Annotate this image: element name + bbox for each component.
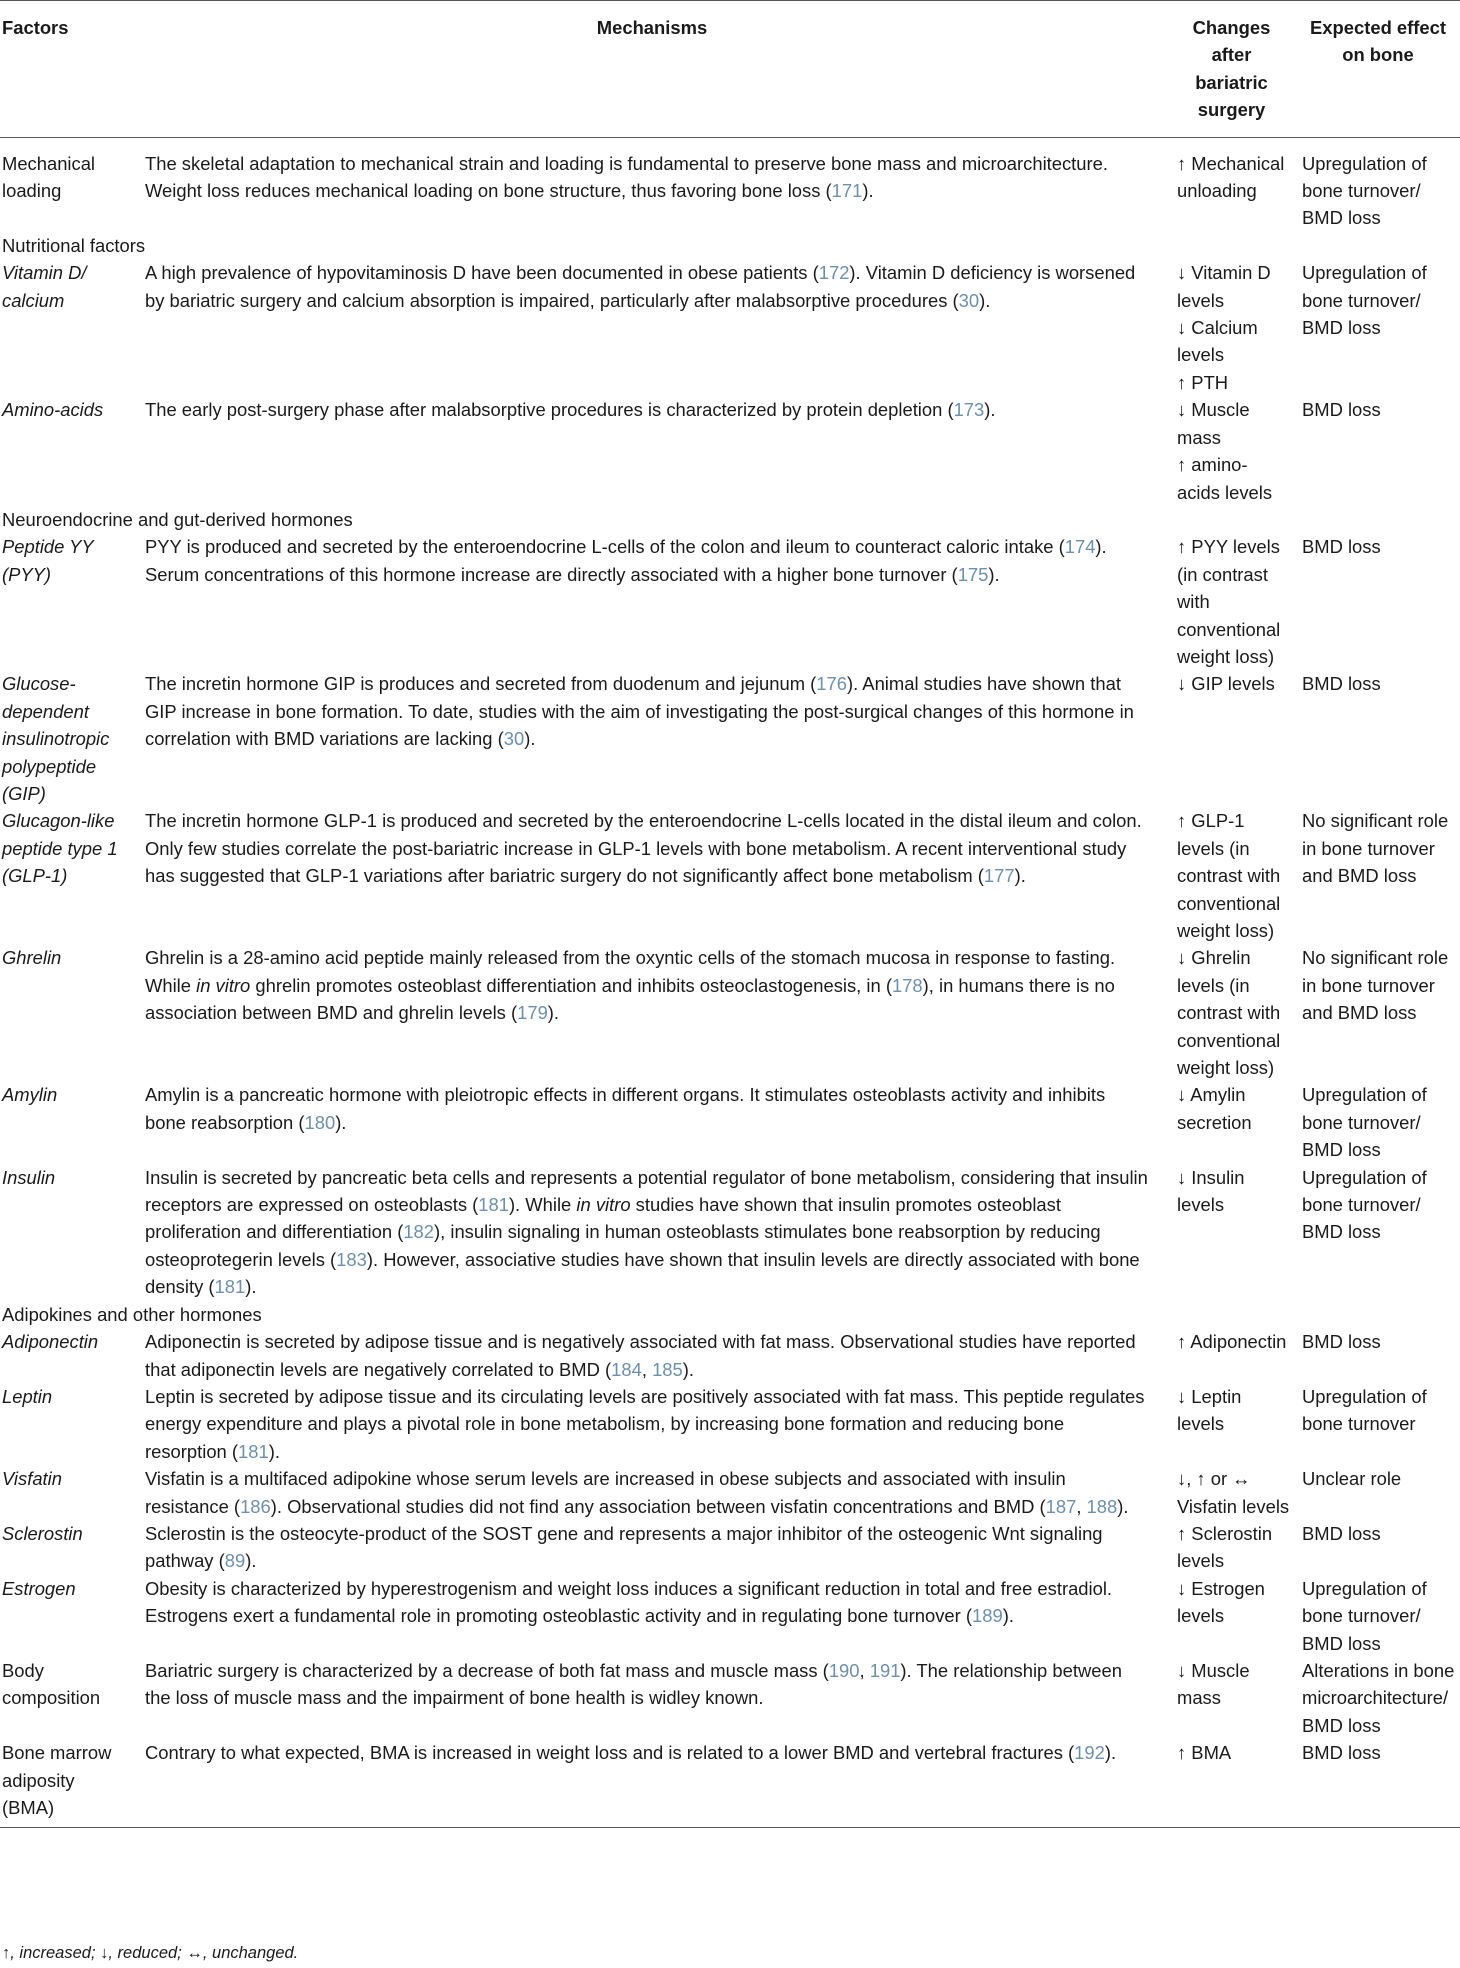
header-factors: Factors (0, 1, 137, 138)
expected-effect-cell: BMD loss (1302, 536, 1381, 558)
change-line: ↓ Vitamin D levels (1177, 262, 1271, 311)
mechanism-text: ). Vitamin D deficiency is worsened by bariatric surgery and calcium absorption is impaired, particularly after malabsorptive procedures ( (145, 262, 1136, 311)
reference-link[interactable]: 181 (214, 1276, 246, 1298)
reference-link[interactable]: 184 (611, 1358, 642, 1380)
expected-effect-cell: No significant role in bone turnover and BMD loss (1302, 810, 1449, 887)
reference-link[interactable]: 189 (972, 1605, 1003, 1627)
change-line: ↓ Muscle mass (1177, 399, 1250, 448)
mechanism-cell (137, 137, 1167, 232)
reference-link[interactable]: 180 (304, 1111, 336, 1133)
mechanism-text: ). While (508, 1194, 577, 1216)
expected-effect-cell: No significant role in bone turnover and BMD loss (1302, 947, 1449, 1024)
mechanism-cell (137, 1520, 1167, 1575)
reference-link[interactable]: 192 (1074, 1742, 1105, 1764)
changes-cell (1167, 1164, 1296, 1301)
mechanism-text: Amylin is a pancreatic hormone with pleiotropic effects in different organs. It stimulates osteoblasts activity and inhibits bone reabsorption ( (145, 1084, 1106, 1133)
mechanism-text: The incretin hormone GIP is produces and secreted from duodenum and jejunum ( (145, 673, 817, 695)
factor-cell: Vitamin D/ calcium (2, 262, 87, 311)
reference-link[interactable]: 186 (240, 1495, 271, 1517)
italic-text: in vitro (576, 1194, 631, 1216)
table-row (0, 1739, 1460, 1828)
reference-link[interactable]: 191 (869, 1659, 901, 1681)
mechanism-text: ). (988, 563, 1000, 585)
italic-text: in vitro (196, 974, 251, 996)
reference-link[interactable]: 188 (1086, 1495, 1118, 1517)
expected-effect-cell: Unclear role (1302, 1468, 1402, 1490)
changes-cell (1167, 670, 1296, 807)
change-line: ↑ GLP-1 levels (in contrast with conventional weight loss) (1177, 810, 1281, 941)
change-line: ↑ BMA (1177, 1742, 1232, 1764)
mechanism-text: ). Serum concentrations of this hormone increase are directly associated with a higher bone turnover ( (145, 536, 1107, 585)
change-line: ↓ Amylin secretion (1177, 1084, 1252, 1133)
mechanism-cell (137, 807, 1167, 944)
change-line: ↓ Estrogen levels (1177, 1577, 1265, 1627)
reference-link[interactable]: 181 (478, 1194, 509, 1216)
mechanism-text: ). (682, 1358, 694, 1380)
reference-link[interactable]: 182 (403, 1221, 435, 1243)
mechanism-text: The skeletal adaptation to mechanical strain and loading is fundamental to preserve bone mass and microarchitecture. (145, 152, 1108, 174)
mechanism-cell (137, 1383, 1167, 1465)
table-row (0, 1383, 1460, 1465)
changes-cell (1167, 807, 1296, 944)
factor-cell: Peptide YY (PYY) (2, 536, 94, 585)
change-line: ↓ Insulin levels (1177, 1166, 1245, 1216)
change-line: ↑ Sclerostin levels (1177, 1522, 1273, 1572)
table-row (0, 1328, 1460, 1383)
factor-cell: Adiponectin (2, 1331, 99, 1353)
reference-link[interactable]: 174 (1064, 536, 1096, 558)
mechanism-text: Weight loss reduces mechanical loading on bone structure, thus favoring bone loss ( (145, 180, 832, 202)
section-row (0, 232, 1460, 259)
changes-cell (1167, 1575, 1296, 1657)
mechanism-text: ). (984, 399, 996, 421)
reference-link[interactable]: 89 (224, 1550, 246, 1572)
change-line: ↑ PTH (1177, 371, 1229, 393)
factor-cell: Visfatin (2, 1468, 62, 1490)
reference-link[interactable]: 183 (336, 1248, 367, 1270)
expected-effect-cell: BMD loss (1302, 399, 1381, 421)
mechanism-cell (137, 670, 1167, 807)
mechanism-text: ). However, associative studies have shown that insulin levels are directly associated with bone density ( (145, 1248, 1140, 1298)
change-line: ↑ Adiponectin (1177, 1331, 1287, 1353)
changes-cell (1167, 1657, 1296, 1739)
changes-cell (1167, 396, 1296, 506)
factor-cell: Bone marrow adiposity (BMA) (0, 1739, 137, 1828)
expected-effect-cell: Upregulation of bone turnover/ BMD loss (1302, 1166, 1427, 1243)
factor-cell: Glucagon-like peptide type 1 (GLP-1) (2, 810, 118, 887)
mechanism-text: Sclerostin is the osteocyte-product of the SOST gene and represents a major inhibitor of the osteogenic Wnt signaling pathway ( (145, 1522, 1103, 1572)
factor-cell: Mechanical loading (2, 152, 96, 202)
mechanism-cell (137, 1739, 1167, 1828)
mechanism-cell (137, 1081, 1167, 1163)
reference-link[interactable]: 187 (1045, 1495, 1077, 1517)
reference-link[interactable]: 181 (238, 1440, 269, 1462)
table-row (0, 1164, 1460, 1301)
mechanism-text: ). (245, 1550, 257, 1572)
mechanism-cell (137, 533, 1167, 670)
mechanism-text: A high prevalence of hypovitaminosis D have been documented in obese patients ( (145, 262, 819, 284)
reference-link[interactable]: 176 (816, 673, 847, 695)
reference-link[interactable]: 30 (958, 289, 980, 311)
header-mechanisms: Mechanisms (137, 1, 1167, 138)
changes-cell (1167, 944, 1296, 1081)
mechanism-text: ). (245, 1276, 257, 1298)
table-row (0, 1081, 1460, 1163)
factor-cell: Glucose-dependent insulinotropic polypeptide (GIP) (2, 673, 110, 804)
changes-cell (1167, 1520, 1296, 1575)
factor-cell: Sclerostin (2, 1522, 83, 1544)
changes-cell (1167, 533, 1296, 670)
changes-cell (1167, 259, 1296, 396)
mechanism-text: ghrelin promotes osteoblast differentiation and inhibits osteoclastogenesis, in ( (250, 974, 892, 996)
factor-cell: Ghrelin (2, 947, 62, 969)
mechanism-text: ). (862, 180, 874, 202)
mechanism-cell (137, 396, 1167, 506)
expected-effect-cell: Upregulation of bone turnover (1302, 1385, 1427, 1435)
mechanism-cell (137, 944, 1167, 1081)
mechanism-text: Bariatric surgery is characterized by a decrease of both fat mass and muscle mass ( (145, 1659, 829, 1681)
factor-cell: Amino-acids (2, 399, 104, 421)
mechanism-cell (137, 1164, 1167, 1301)
factor-cell: Leptin (2, 1385, 53, 1407)
table-row (0, 1520, 1460, 1575)
section-row (0, 1301, 1460, 1328)
change-line: ↓, ↑ or ↔ Visfatin levels (1177, 1468, 1290, 1517)
table-row (0, 533, 1460, 670)
reference-link[interactable]: 177 (983, 865, 1015, 887)
expected-effect-cell: BMD loss (1302, 1522, 1381, 1544)
mechanism-text: ). Animal studies have shown that GIP increase in bone formation. To date, studies with the aim of investigating the post-surgical changes of this hormone in correlation with BMD variations are lacking ( (145, 673, 1134, 750)
header-changes: Changes after bariatric surgery (1167, 1, 1296, 138)
changes-cell (1167, 1465, 1296, 1520)
mechanism-cell (137, 1465, 1167, 1520)
reference-link[interactable]: 173 (953, 399, 985, 421)
table-row (0, 670, 1460, 807)
section-label: Neuroendocrine and gut-derived hormones (2, 508, 353, 530)
mechanism-text: ). (1002, 1605, 1014, 1627)
mechanism-text: ). (1104, 1742, 1117, 1764)
expected-effect-cell: Upregulation of bone turnover/ BMD loss (1302, 262, 1427, 339)
mechanism-text: Obesity is characterized by hyperestrogenism and weight loss induces a significant reduction in total and free estradiol. Estrogens exert a fundamental role in promoting osteoblastic activity and in regulating bone turnover ( (145, 1577, 1113, 1627)
mechanism-text: Contrary to what expected, BMA is increased in weight loss and is related to a lower BMD and vertebral fractures ( (145, 1742, 1075, 1764)
mechanism-text: ). The relationship between the loss of muscle mass and the impairment of bone health is widley known. (145, 1659, 1122, 1709)
reference-link[interactable]: 175 (957, 563, 989, 585)
change-line: ↓ Calcium levels (1177, 317, 1258, 366)
section-label: Adipokines and other hormones (2, 1303, 262, 1325)
table-row (0, 807, 1460, 944)
changes-cell (1167, 1328, 1296, 1383)
mechanism-text: , (641, 1358, 653, 1380)
expected-effect-cell: Upregulation of bone turnover/ BMD loss (1302, 1577, 1427, 1654)
factor-cell: Amylin (2, 1084, 58, 1106)
mechanism-text: Insulin is secreted by pancreatic beta cells and represents a potential regulator of bone metabolism, considering that insulin receptors are expressed on osteoblasts ( (145, 1166, 1148, 1216)
table-body (0, 137, 1460, 1828)
change-line: ↑ Mechanical unloading (1177, 152, 1285, 202)
mechanism-text: ). (1117, 1495, 1129, 1517)
table-row (0, 1575, 1460, 1657)
mechanism-text: ), insulin signaling in human osteoblasts stimulates bone reabsorption by reducing osteoprotegerin levels ( (145, 1221, 1101, 1270)
table-row (0, 1465, 1460, 1520)
table-row (0, 944, 1460, 1081)
change-line: ↓ Leptin levels (1177, 1385, 1242, 1435)
change-line: ↓ GIP levels (1177, 673, 1275, 695)
mechanism-text: ). (1014, 865, 1026, 887)
change-line: ↑ PYY levels (in contrast with conventional weight loss) (1177, 536, 1281, 667)
expected-effect-cell: Alterations in bone microarchitecture/ BMD loss (1302, 1659, 1455, 1736)
reference-link[interactable]: 185 (652, 1358, 683, 1380)
header-expected-effect: Expected effect on bone (1296, 1, 1460, 138)
table-footnote: ↑, increased; ↓, reduced; ↔, unchanged. (2, 1944, 299, 1962)
change-line: ↓ Ghrelin levels (in contrast with conventional weight loss) (1177, 947, 1281, 1079)
mechanism-text: Ghrelin is a 28-amino acid peptide mainly released from the oxyntic cells of the stomach mucosa in response to fasting. While (145, 947, 1116, 996)
mechanism-text: Visfatin is a multifaced adipokine whose serum levels are increased in obese subjects and associated with insulin resistance ( (145, 1468, 1066, 1517)
mechanism-cell (137, 1328, 1167, 1383)
mechanism-text: The early post-surgery phase after malabsorptive procedures is characterized by protein depletion ( (145, 399, 954, 421)
change-line: ↑ amino-acids levels (1177, 454, 1273, 503)
factor-cell: Estrogen (2, 1577, 76, 1599)
mechanism-cell (137, 1657, 1167, 1739)
reference-link[interactable]: 178 (891, 974, 923, 996)
mechanism-cell (137, 1575, 1167, 1657)
mechanism-text: , (1076, 1495, 1087, 1517)
mechanism-text: PYY is produced and secreted by the enteroendocrine L-cells of the colon and ileum to counteract caloric intake ( (145, 536, 1065, 558)
factor-cell: Insulin (2, 1166, 56, 1188)
factor-cell: Body composition (2, 1659, 101, 1709)
table-row (0, 396, 1460, 506)
table-row (0, 1657, 1460, 1739)
mechanism-text: ), in humans there is no association between BMD and ghrelin levels ( (145, 974, 1115, 1024)
expected-effect-cell: Upregulation of bone turnover/ BMD loss (1302, 1084, 1427, 1161)
changes-cell (1167, 1739, 1296, 1828)
changes-cell (1167, 1081, 1296, 1163)
table-header (0, 1, 1460, 138)
mechanism-text: Adiponectin is secreted by adipose tissue and is negatively associated with fat mass. Observational studies have reported that adiponectin levels are negatively correlated to BMD ( (145, 1331, 1136, 1380)
mechanism-text: ). Observational studies did not find any association between visfatin concentrations and BMD ( (270, 1495, 1046, 1517)
expected-effect-cell: Upregulation of bone turnover/ BMD loss (1302, 152, 1427, 229)
change-line: ↓ Muscle mass (1177, 1659, 1250, 1709)
table-row (0, 259, 1460, 396)
mechanism-text: ). (335, 1111, 347, 1133)
mechanism-text: , (859, 1659, 870, 1681)
mechanism-text: ). (268, 1440, 280, 1462)
reference-link[interactable]: 171 (831, 180, 863, 202)
changes-cell (1167, 137, 1296, 232)
reference-link[interactable]: 190 (828, 1659, 860, 1681)
mechanism-text: studies have shown that insulin promotes osteoblast proliferation and differentiation ( (145, 1194, 1061, 1243)
mechanism-text: ). (979, 289, 991, 311)
mechanism-text: The incretin hormone GLP-1 is produced and secreted by the enteroendocrine L-cells located in the distal ileum and colon. Only few studies correlate the post-bariatric increase in GLP-1 levels with bone metabolism. A recent interventional study has suggested that GLP-1 variations after bariatric surgery do not significantly affect bone metabolism ( (145, 810, 1142, 887)
table-row (0, 137, 1460, 232)
mechanism-cell (137, 259, 1167, 396)
section-row (0, 506, 1460, 533)
mechanism-text: Leptin is secreted by adipose tissue and its circulating levels are positively associated with fat mass. This peptide regulates energy expenditure and plays a pivotal role in bone metabolism, by increasing bone formation and reducing bone resorption ( (145, 1385, 1145, 1462)
changes-cell (1167, 1383, 1296, 1465)
expected-effect-cell: BMD loss (1296, 1739, 1460, 1828)
expected-effect-cell: BMD loss (1302, 673, 1381, 695)
mechanism-text: ). (547, 1002, 560, 1024)
reference-link[interactable]: 179 (517, 1002, 548, 1024)
mechanism-text: ). (524, 728, 536, 750)
reference-link[interactable]: 30 (503, 728, 525, 750)
section-label: Nutritional factors (2, 234, 146, 256)
expected-effect-cell: BMD loss (1302, 1331, 1381, 1353)
reference-link[interactable]: 172 (818, 262, 850, 284)
